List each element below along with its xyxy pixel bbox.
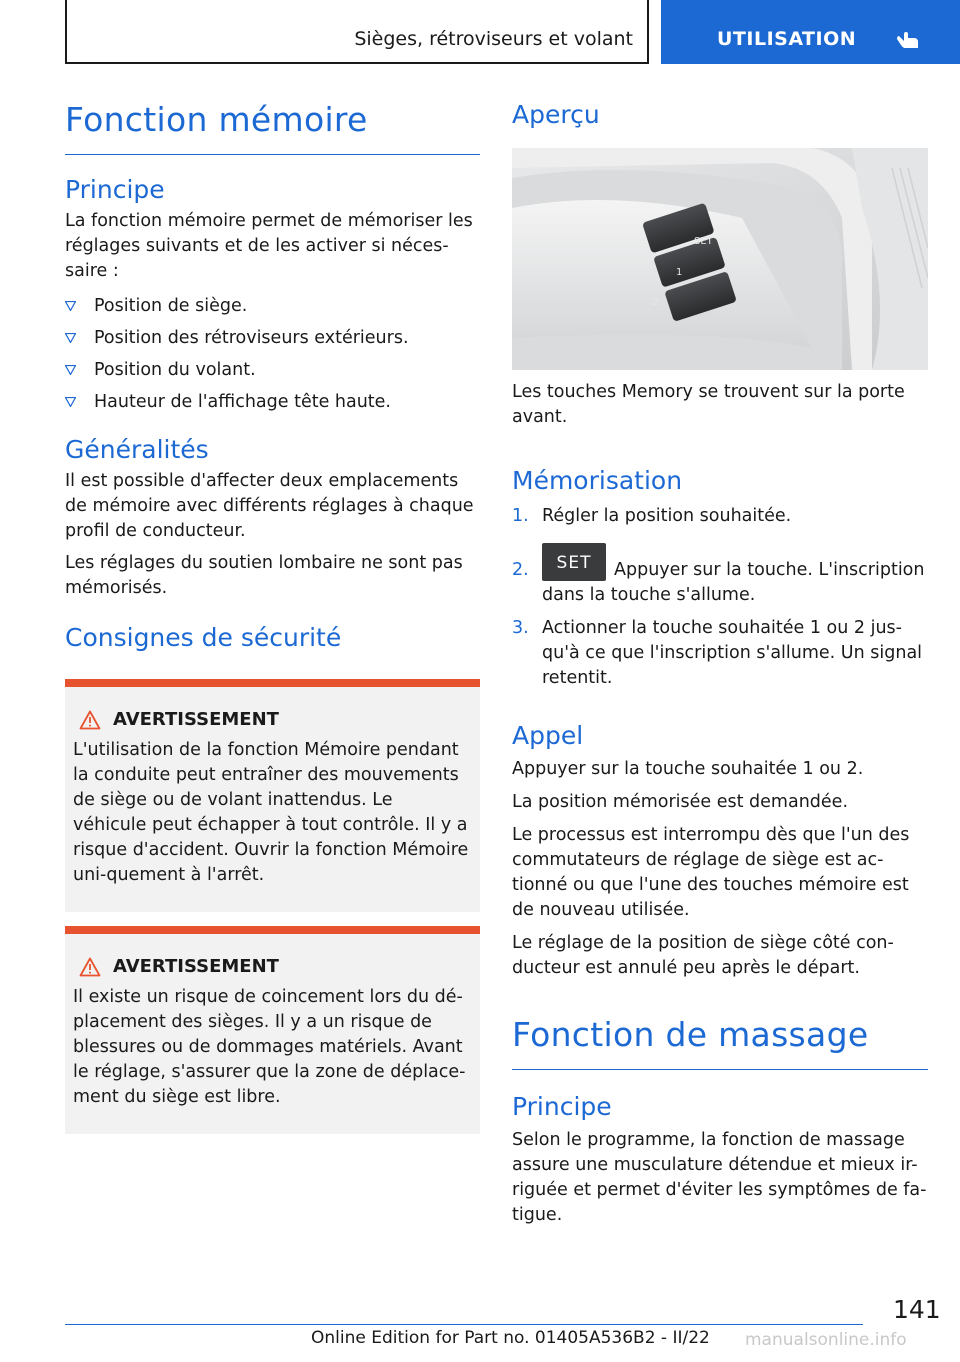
- heading-principe: Principe: [65, 175, 165, 204]
- principe-text: La fonction mémoire permet de mémoriser les réglages suivants et de les activer si néces-saire :: [65, 211, 473, 281]
- bullet-text: Position du volant.: [94, 360, 256, 380]
- list-item: [65, 326, 480, 351]
- list-item: [512, 504, 928, 529]
- step-number: 2.: [512, 560, 529, 580]
- memorisation-steps: [512, 504, 928, 691]
- photo-label-2: 2: [652, 297, 659, 308]
- header-chapter-title: UTILISATION: [717, 28, 857, 50]
- title-divider: [512, 1069, 928, 1070]
- page-number: 141: [893, 1295, 941, 1324]
- list-item: [65, 390, 480, 415]
- heading-memorisation: Mémorisation: [512, 466, 683, 495]
- bullet-text: Position de siège.: [94, 296, 248, 316]
- list-item: [65, 294, 480, 319]
- footer-watermark: manualsonline.info: [745, 1330, 907, 1350]
- header-section-box: [65, 0, 649, 64]
- heading-generalites: Généralités: [65, 435, 209, 464]
- heading-massage-principe: Principe: [512, 1092, 612, 1121]
- memory-buttons-photo: [512, 148, 928, 370]
- set-button-icon: [542, 543, 606, 581]
- bullet-text: Position des rétroviseurs extérieurs.: [94, 328, 409, 348]
- right-column-body: [512, 380, 928, 1228]
- generalites-text-1: Il est possible d'affecter deux emplacements de mémoire avec différents réglages à chaque profil de conducteur.: [65, 471, 474, 541]
- bullet-triangle-icon: [65, 301, 76, 311]
- heading-apercu: Aperçu: [512, 100, 600, 129]
- bullet-triangle-icon: [65, 365, 76, 375]
- bullet-text: Hauteur de l'affichage tête haute.: [94, 392, 391, 412]
- appel-text-1: Appuyer sur la touche souhaitée 1 ou 2.: [512, 759, 864, 779]
- bullet-triangle-icon: [65, 333, 76, 343]
- warning-box: [65, 679, 480, 912]
- list-item: [512, 616, 928, 691]
- warning-header: [79, 709, 470, 730]
- principe-bullet-list: [65, 294, 480, 415]
- header-section-title: Sièges, rétroviseurs et volant: [354, 28, 633, 50]
- section-title-memory: Fonction mémoire: [65, 100, 368, 139]
- generalites-text-2: Les réglages du soutien lombaire ne sont pas mémorisés.: [65, 553, 463, 598]
- warning-text: Il existe un risque de coincement lors du dé-placement des sièges. Il y a un risque de blessures ou de dommages matériels. Avant le réglage, s'assurer que la zone de déplace-ment du siège est libre.: [73, 987, 466, 1107]
- massage-principe-text: Selon le programme, la fonction de massage assure une musculature détendue et mieux ir-riguée et permet d'éviter les symptômes de fa-tigue.: [512, 1130, 927, 1225]
- step-number: 3.: [512, 618, 529, 638]
- step-text: Régler la position souhaitée.: [542, 506, 792, 526]
- appel-text-2: La position mémorisée est demandée.: [512, 792, 849, 812]
- pointing-hand-icon: [895, 26, 921, 52]
- section-title-massage: Fonction de massage: [512, 1015, 869, 1054]
- warning-title: AVERTISSEMENT: [113, 709, 279, 730]
- photo-label-1: 1: [676, 267, 683, 278]
- left-column: [65, 100, 480, 1134]
- door-panel-illustration: [512, 148, 928, 370]
- appel-text-4: Le réglage de la position de siège côté con-ducteur est annulé peu après le départ.: [512, 933, 894, 978]
- list-item: [65, 358, 480, 383]
- list-item: [512, 541, 928, 608]
- photo-label-set: SET: [694, 236, 713, 247]
- warning-header: [79, 956, 470, 977]
- photo-caption: Les touches Memory se trouvent sur la porte avant.: [512, 382, 905, 427]
- heading-appel: Appel: [512, 721, 584, 750]
- step-text: Actionner la touche souhaitée 1 ou 2 jus-qu'à ce que l'inscription s'allume. Un signal retentit.: [542, 618, 923, 688]
- step-text: Appuyer sur la touche. L'inscription dans la touche s'allume.: [542, 560, 925, 605]
- title-divider: [65, 154, 480, 155]
- right-column: [512, 100, 928, 130]
- step-number: 1.: [512, 506, 529, 526]
- warning-box: [65, 926, 480, 1134]
- warning-title: AVERTISSEMENT: [113, 956, 279, 977]
- warning-triangle-icon: [79, 710, 101, 730]
- warning-text: L'utilisation de la fonction Mémoire pendant la conduite peut entraîner des mouvements de siège ou de volant inattendus. Le véhicule peut échapper à tout contrôle. Il y a risque d'accident. Ouvrir la fonction Mémoire uni-quement à l'arrêt.: [73, 740, 469, 885]
- set-button-label: SET: [556, 553, 592, 573]
- warning-triangle-icon: [79, 957, 101, 977]
- bullet-triangle-icon: [65, 397, 76, 407]
- heading-consignes: Consignes de sécurité: [65, 623, 342, 652]
- footer-divider: [65, 1324, 863, 1325]
- header-chapter-tab: [661, 0, 960, 64]
- footer-edition: Online Edition for Part no. 01405A536B2 - II/22: [311, 1328, 710, 1348]
- appel-text-3: Le processus est interrompu dès que l'un des commutateurs de réglage de siège est ac-tionné ou que l'une des touches mémoire est de nouveau utilisée.: [512, 825, 910, 920]
